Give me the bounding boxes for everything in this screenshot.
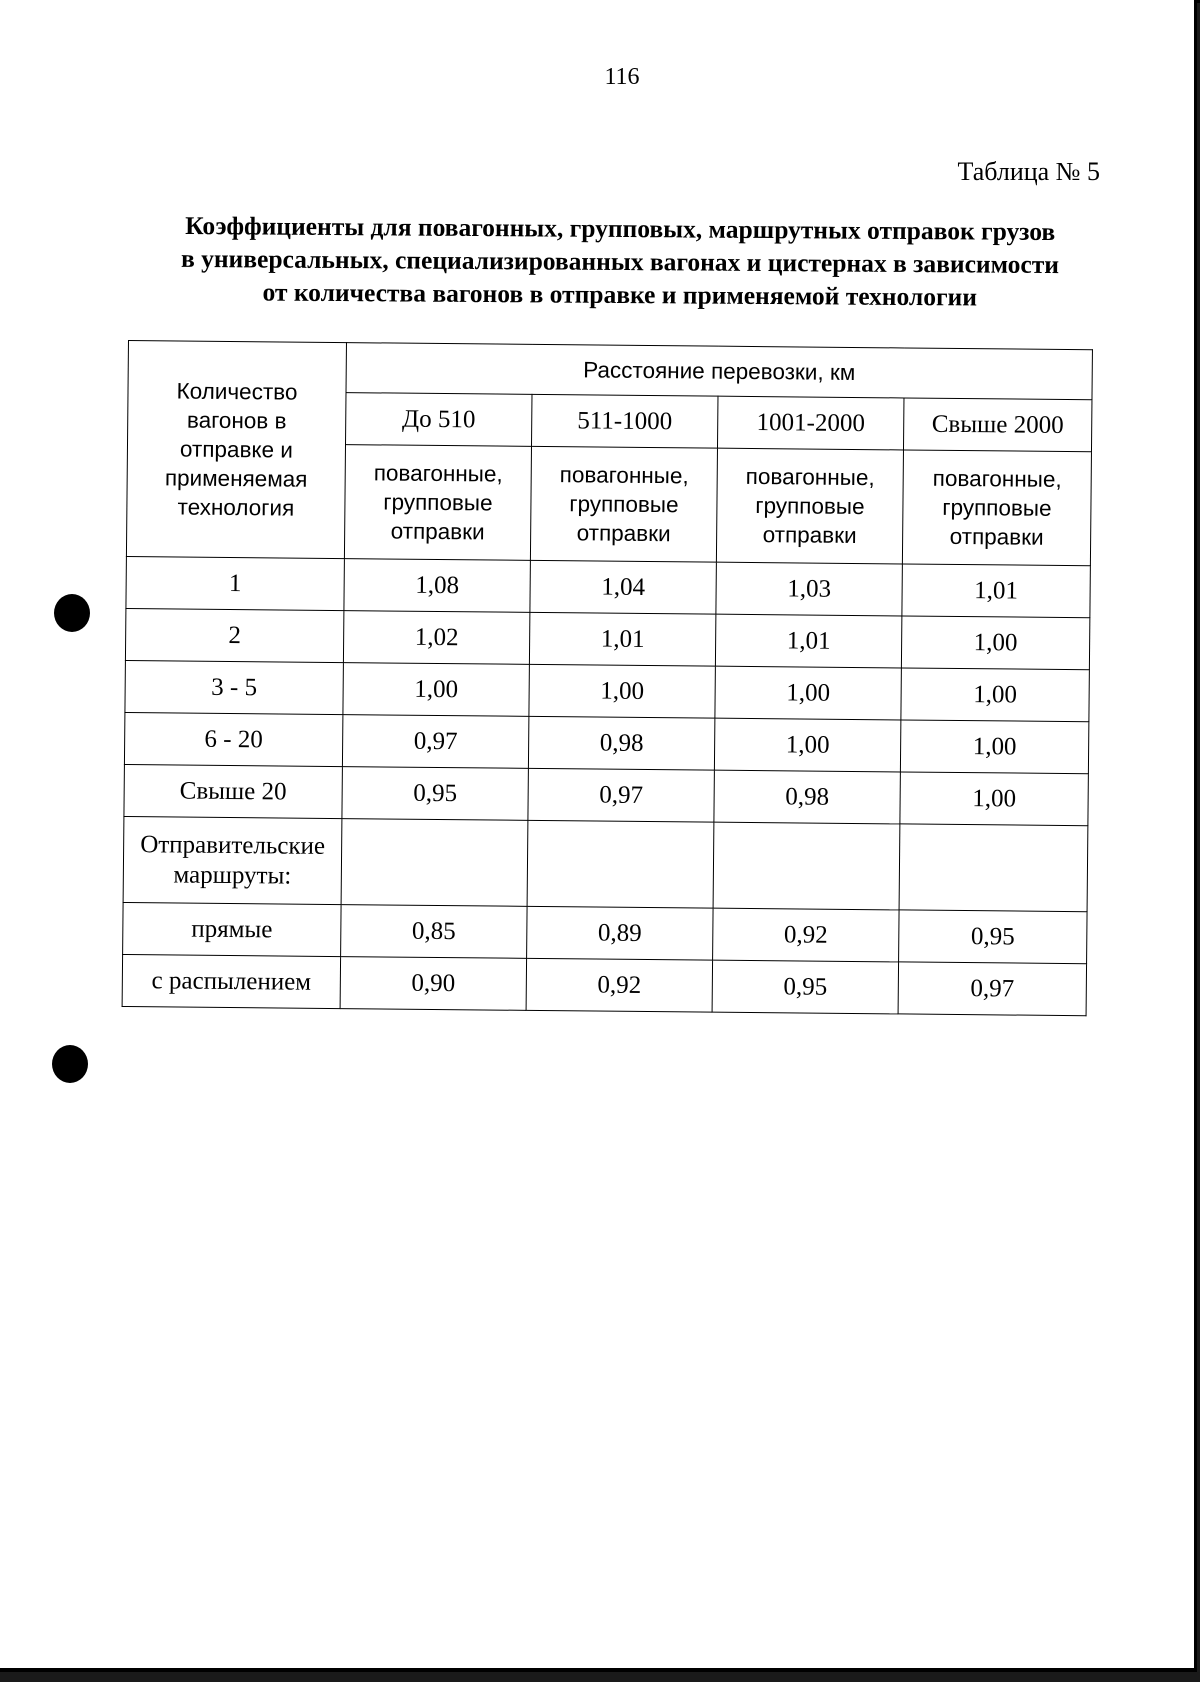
table-row <box>124 764 1088 825</box>
row-label <box>123 816 342 904</box>
punch-hole <box>54 594 90 632</box>
table-cell: 1,08 <box>344 559 530 613</box>
table-cell: 1,01 <box>529 612 715 666</box>
table-cell: 1,00 <box>343 663 529 717</box>
table-cell <box>341 819 528 907</box>
sub-header-text: повагонные, групповые отправки <box>745 463 875 549</box>
table-cell: 1,00 <box>900 772 1089 826</box>
punch-hole <box>52 1045 88 1083</box>
row-label-text: Отправительские маршруты: <box>140 830 326 890</box>
table-cell: 1,00 <box>901 668 1090 722</box>
table-cell <box>527 820 714 908</box>
page-number: 116 <box>604 64 640 90</box>
column-header: 511-1000 <box>531 394 717 448</box>
table-cell: 0,90 <box>340 957 526 1011</box>
coefficient-table-wrap <box>122 340 1093 1016</box>
table-row <box>125 660 1089 721</box>
table-cell: 0,95 <box>712 960 898 1014</box>
table-cell: 1,00 <box>900 720 1089 774</box>
coefficient-table <box>122 340 1093 1016</box>
row-label: 6 - 20 <box>124 712 342 766</box>
row-label: 2 <box>125 608 343 662</box>
table-cell: 0,92 <box>713 908 899 962</box>
sub-header-text: повагонные, групповые отправки <box>559 462 689 547</box>
caption-line-3: от количества вагонов в отправке и применяемой технологии <box>262 277 978 312</box>
row-label: с распылением <box>122 954 340 1008</box>
table-cell: 0,95 <box>342 767 528 821</box>
table-row <box>126 556 1090 617</box>
table-cell: 1,00 <box>715 666 901 720</box>
table-cell: 1,01 <box>715 614 901 668</box>
table-row <box>122 954 1086 1015</box>
row-label: 3 - 5 <box>125 660 343 714</box>
sub-header <box>716 448 903 564</box>
table-cell: 1,00 <box>714 718 900 772</box>
table-cell: 1,03 <box>716 562 902 616</box>
table-caption <box>120 209 1121 315</box>
table-row <box>124 712 1088 773</box>
row-label: 1 <box>126 556 344 610</box>
table-cell: 1,01 <box>902 564 1091 618</box>
table-cell: 1,00 <box>901 616 1090 670</box>
table-row <box>123 816 1088 911</box>
table-row <box>125 608 1089 669</box>
table-row <box>123 902 1087 963</box>
caption-line-2: в универсальных, специализированных вагонах и цистернах в зависимости <box>180 243 1060 280</box>
sub-header <box>344 445 531 561</box>
table-cell: 0,97 <box>528 768 714 822</box>
column-header: Свыше 2000 <box>903 398 1092 452</box>
table-cell: 1,04 <box>530 560 716 614</box>
table-cell: 0,95 <box>899 910 1088 964</box>
table-cell: 0,97 <box>898 962 1087 1016</box>
table-cell: 0,98 <box>528 716 714 770</box>
sub-header-text: повагонные, групповые отправки <box>373 460 503 545</box>
column-header: До 510 <box>346 393 532 447</box>
sub-header-text: повагонные, групповые отправки <box>932 465 1062 550</box>
table-cell <box>899 824 1088 912</box>
table-cell: 0,97 <box>342 715 528 769</box>
table-cell: 0,89 <box>527 906 713 960</box>
corner-header <box>126 341 346 559</box>
table-cell: 0,85 <box>341 905 527 959</box>
table-cell: 1,02 <box>343 611 529 665</box>
distance-header: Расстояние перевозки, км <box>346 343 1092 400</box>
table-cell: 1,00 <box>529 664 715 718</box>
table-cell: 0,98 <box>714 770 900 824</box>
row-label: прямые <box>123 902 341 956</box>
table-label: Таблица № 5 <box>957 157 1100 186</box>
sub-header <box>530 446 717 562</box>
row-label: Свыше 20 <box>124 764 342 818</box>
table-cell <box>713 822 900 910</box>
column-header: 1001-2000 <box>717 396 903 450</box>
table-cell: 0,92 <box>526 958 712 1012</box>
sub-header <box>902 450 1091 566</box>
corner-header-text: Количество вагонов в отправке и применяемая технология <box>164 378 308 521</box>
caption-line-1: Коэффициенты для повагонных, групповых, маршрутных отправок грузов <box>185 210 1056 247</box>
